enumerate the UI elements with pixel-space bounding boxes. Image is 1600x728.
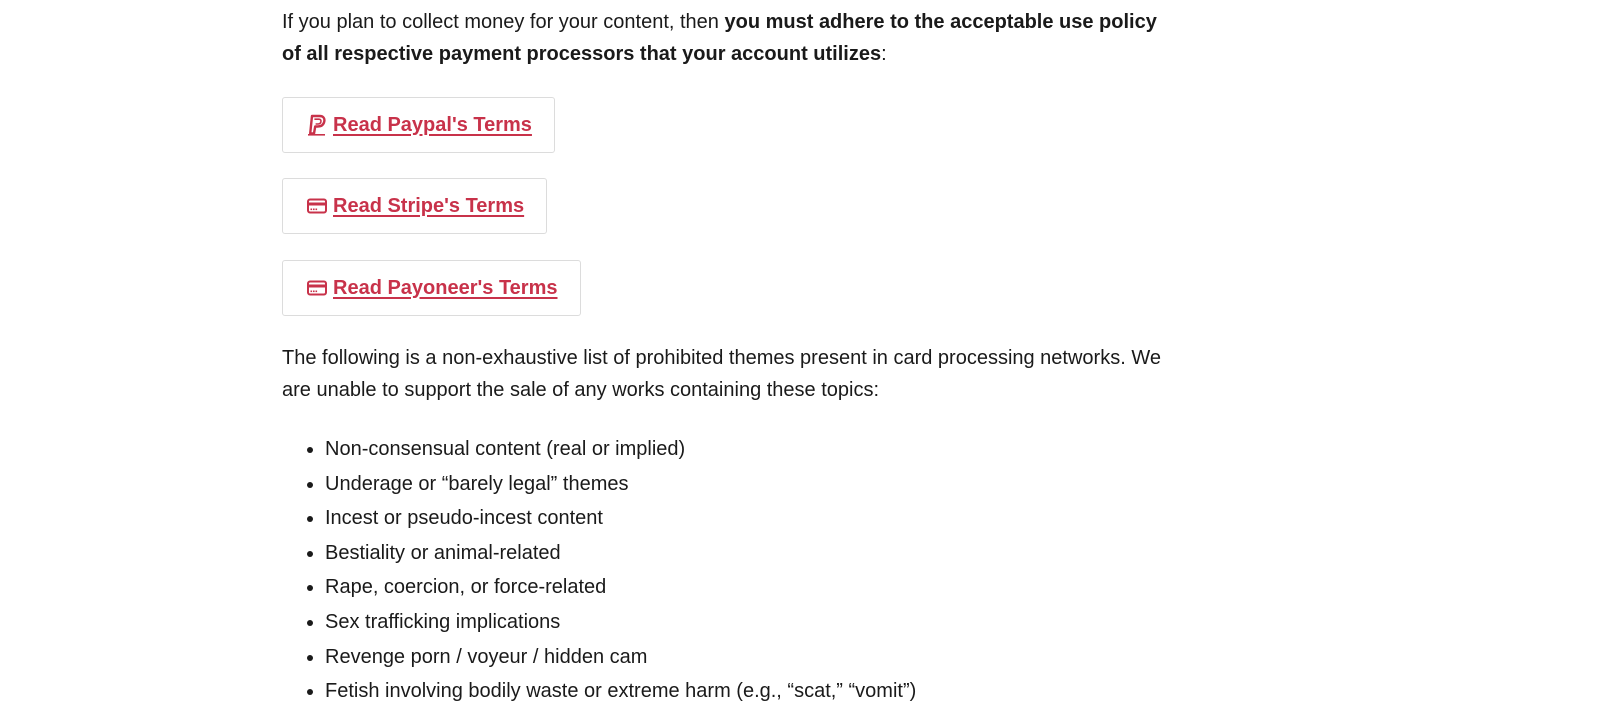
prohibited-intro-paragraph: The following is a non-exhaustive list of prohibited themes present in card processing networks. We are unable to support the sale of any works containing these topics: xyxy=(282,347,1161,401)
paypal-terms-label: Read Paypal's Terms xyxy=(333,113,532,136)
list-item: • Underage or “barely legal” themes xyxy=(325,467,916,502)
list-item: • Sex trafficking implications xyxy=(325,605,916,640)
payoneer-terms-label: Read Payoneer's Terms xyxy=(333,276,558,299)
list-item: • Revenge porn / voyeur / hidden cam xyxy=(325,640,916,675)
stripe-terms-button[interactable] xyxy=(282,178,547,234)
payoneer-terms-wrapper xyxy=(282,260,581,316)
credit-card-icon xyxy=(307,278,327,298)
main-content xyxy=(282,0,1162,703)
intro-suffix: : xyxy=(881,43,887,65)
list-item: • Bestiality or animal-related xyxy=(325,536,916,571)
stripe-terms-wrapper xyxy=(282,178,547,234)
intro-bold-text: you must adhere to the acceptable use policy of all respective payment processors that your account utilizes xyxy=(282,11,1157,65)
list-item: • Fetish involving bodily waste or extreme harm (e.g., “scat,” “vomit”) xyxy=(325,674,916,709)
paypal-terms-wrapper xyxy=(282,97,555,153)
paypal-icon xyxy=(307,115,327,135)
prohibited-topics-list xyxy=(282,432,916,709)
intro-plain-text: If you plan to collect money for your content, then xyxy=(282,11,725,33)
payoneer-terms-button[interactable] xyxy=(282,260,581,316)
stripe-terms-label: Read Stripe's Terms xyxy=(333,194,525,217)
credit-card-icon xyxy=(307,196,327,216)
list-item: • Non-consensual content (real or implied) xyxy=(325,432,916,467)
intro-paragraph xyxy=(282,6,1162,70)
list-item: • Rape, coercion, or force-related xyxy=(325,570,916,605)
paypal-terms-button[interactable] xyxy=(282,97,555,153)
list-item: • Incest or pseudo-incest content xyxy=(325,501,916,536)
